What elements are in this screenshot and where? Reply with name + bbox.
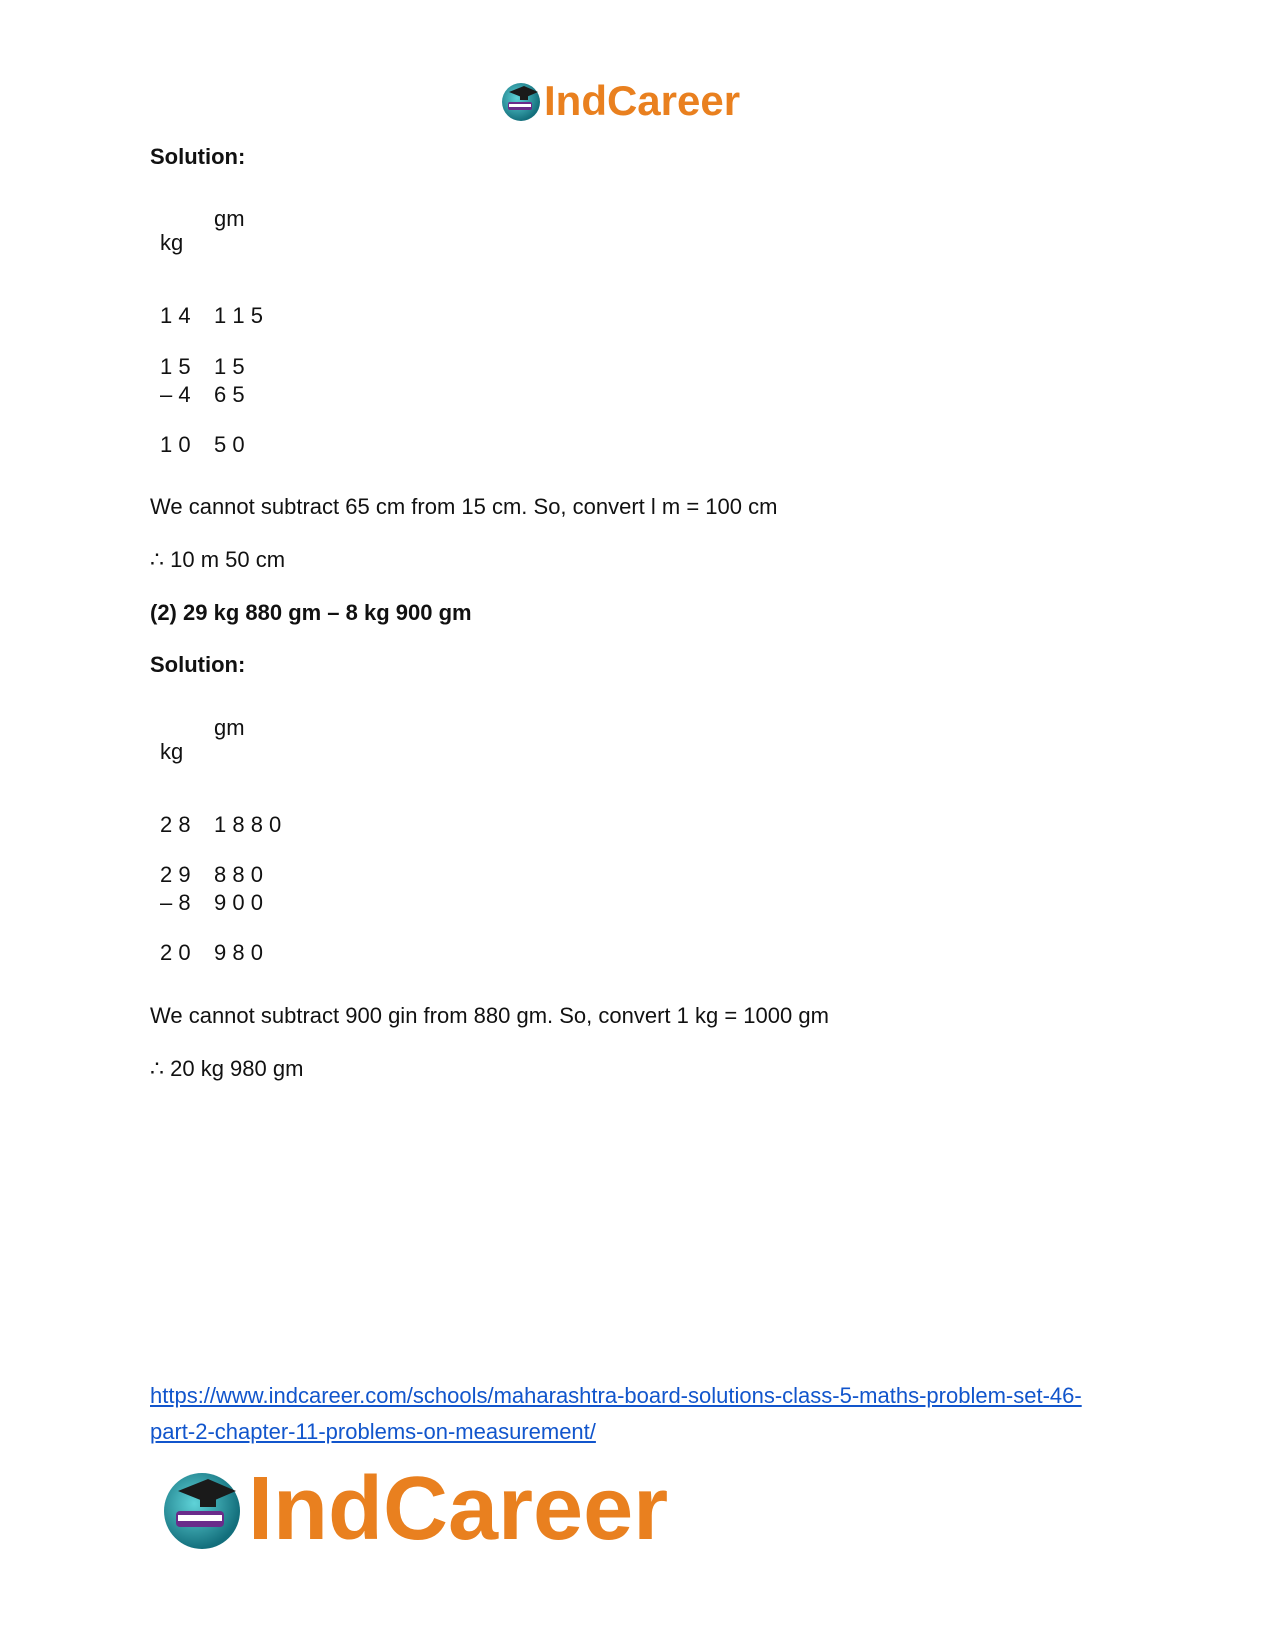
column-header-gm: gm: [214, 715, 245, 740]
answer-text: ∴ 10 m 50 cm: [150, 547, 286, 572]
table-cell-gm: 6 5: [214, 382, 245, 407]
table-cell-kg: 2 9: [160, 862, 191, 887]
table-cell-kg: 1 4: [160, 303, 191, 328]
solution-label: Solution:: [150, 144, 246, 169]
table-cell-gm: 1 8 8 0: [214, 812, 282, 837]
table-cell-kg: 2 8: [160, 812, 191, 837]
table-cell-kg: – 4: [160, 382, 191, 407]
header-logo: [500, 77, 741, 124]
table-cell-kg: 1 5: [160, 354, 191, 379]
column-header-gm: gm: [214, 206, 245, 231]
logo-text: IndCareer: [248, 1459, 669, 1559]
link-line-2: part-2-chapter-11-problems-on-measurement/: [150, 1419, 596, 1444]
column-header-kg: kg: [160, 230, 184, 255]
source-url-link[interactable]: [150, 1378, 1130, 1450]
footer-logo: [160, 1459, 669, 1559]
explanation-text: We cannot subtract 65 cm from 15 cm. So, convert l m = 100 cm: [150, 494, 778, 519]
logo-text: IndCareer: [544, 77, 741, 124]
question-heading: (2) 29 kg 880 gm – 8 kg 900 gm: [150, 600, 472, 625]
table-cell-kg: 1 0: [160, 432, 191, 457]
table-cell-gm: 1 1 5: [214, 303, 263, 328]
graduate-book-icon: [160, 1467, 244, 1551]
solution-label: Solution:: [150, 652, 246, 677]
link-line-1: https://www.indcareer.com/schools/maharashtra-board-solutions-class-5-maths-problem-set-46-: [150, 1383, 1082, 1408]
table-cell-gm: 9 8 0: [214, 940, 263, 965]
answer-text: ∴ 20 kg 980 gm: [150, 1056, 304, 1081]
table-cell-gm: 8 8 0: [214, 862, 263, 887]
explanation-text: We cannot subtract 900 gin from 880 gm. So, convert 1 kg = 1000 gm: [150, 1003, 829, 1028]
table-cell-kg: 2 0: [160, 940, 191, 965]
table-cell-kg: – 8: [160, 890, 191, 915]
table-cell-gm: 1 5: [214, 354, 245, 379]
column-header-kg: kg: [160, 739, 184, 764]
graduate-book-icon: [500, 80, 542, 122]
table-cell-gm: 5 0: [214, 432, 245, 457]
table-cell-gm: 9 0 0: [214, 890, 263, 915]
